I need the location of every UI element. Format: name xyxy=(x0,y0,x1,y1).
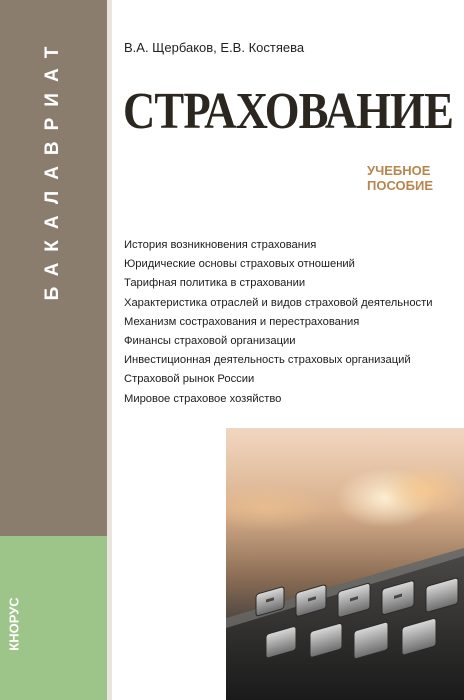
calculator-keyboard-photo xyxy=(226,428,464,700)
book-type-line-1: УЧЕБНОЕ xyxy=(367,163,431,178)
topic-item: Мировое страховое хозяйство xyxy=(124,392,282,405)
book-type-label xyxy=(367,163,433,193)
book-type-line-2: ПОСОБИЕ xyxy=(367,178,433,193)
authors: В.А. Щербаков, Е.В. Костяева xyxy=(124,40,305,55)
topics-list xyxy=(124,236,433,409)
topic-item: Финансы страховой организации xyxy=(124,335,296,348)
series-name: БАКАЛАВРИАТ xyxy=(42,35,63,301)
band-divider xyxy=(107,0,112,700)
topic-item: Страховой рынок России xyxy=(124,373,255,386)
topic-item: История возникновения страхования xyxy=(124,239,317,251)
topic-item: Инвестиционная деятельность страховых организаций xyxy=(124,354,411,367)
topic-item: Юридические основы страховых отношений xyxy=(124,258,355,271)
topic-item: Механизм сострахования и перестрахования xyxy=(124,315,360,328)
topic-item: Характеристика отраслей и видов страховой деятельности xyxy=(124,296,433,309)
book-title: СТРАХОВАНИЕ xyxy=(123,83,454,140)
publisher-name: КНОРУС xyxy=(6,597,22,651)
topic-item: Тарифная политика в страховании xyxy=(124,277,306,290)
